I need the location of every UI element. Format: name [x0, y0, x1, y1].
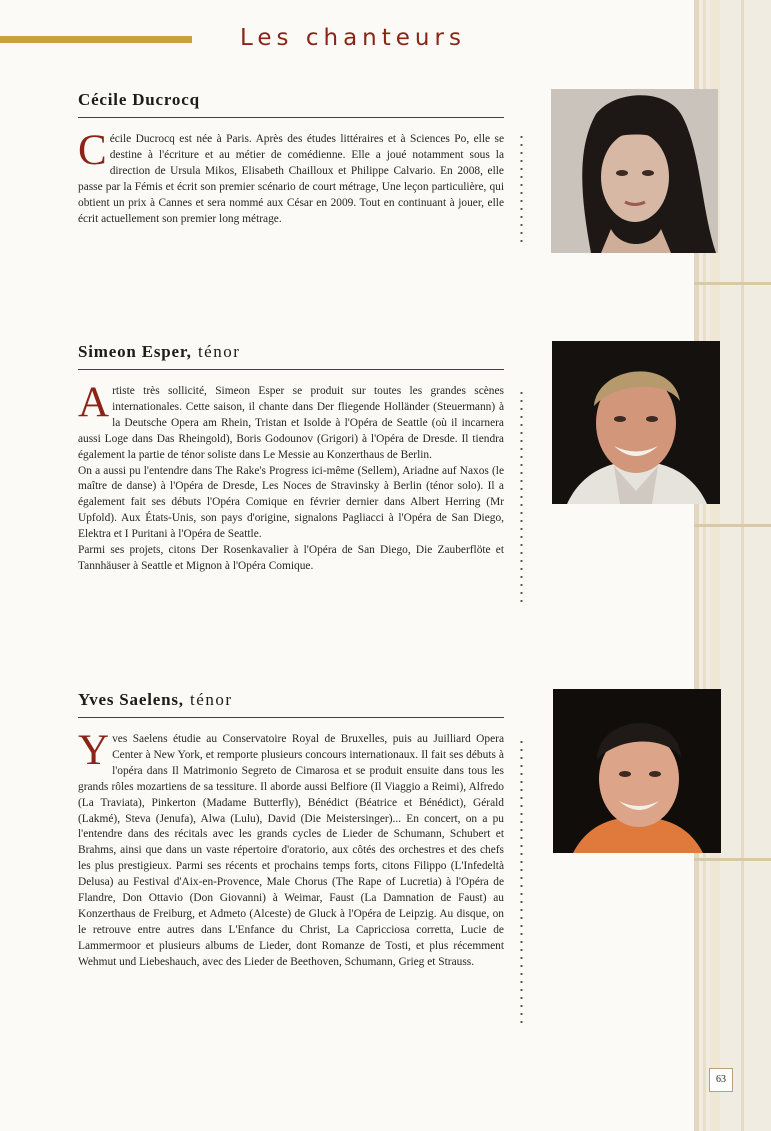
dotted-separator	[520, 133, 523, 248]
heading-rule	[78, 117, 504, 118]
singer-name	[78, 689, 504, 711]
bio-paragraph: rtiste très sollicité, Simeon Esper se produit sur toutes les grandes scènes internationales. Cette saison, il chante dans Der fliegende Holländer (Steuermann) à la Deutsche Opera am Rhein, Tristan et Isolde à l'Opéra de Seattle (où il incarnera aussi Loge dans Das Rheingold), Boris Godounov (Grigori) à l'Opéra de Dresde. Il tiendra également la partie de ténor soliste dans Le Messie au Konzerthaus de Berlin.	[78, 385, 504, 461]
heading-rule	[78, 369, 504, 370]
page-number: 63	[709, 1068, 733, 1092]
singer-name-text: Cécile Ducrocq	[78, 90, 200, 109]
portrait-photo-saelens	[553, 689, 721, 853]
dotted-separator	[520, 738, 523, 1023]
bio-paragraph: On a aussi pu l'entendre dans The Rake's Progress ici-même (Sellem), Ariadne auf Naxos (le maître de danse) à l'Opéra de Dresde, Les Noces de Stravinsky à Berlin (ténor solo). Il a également fait ses débuts l'Opéra Comique en février dernier dans Albert Herring (Mr Upfold). Aux États-Unis, son pays d'origine, signalons Pagliacci à l'Opéra de San Diego, Elektra et I Puritani à l'Opéra de Seattle.	[78, 464, 504, 541]
singer-section-ducrocq	[78, 89, 504, 227]
dropcap: C	[78, 127, 107, 174]
bio-paragraph: écile Ducrocq est née à Paris. Après des études littéraires et à Sciences Po, elle se destine à l'écriture et au métier de comédienne. Elle a joué notamment sous la direction de Ursula Mikos, Elisabeth Chailloux et Philippe Calvario. En 2008, elle passe par la Fémis et écrit son premier scénario de court métrage, Une leçon particulière, qui obtient un prix à Cannes et sera nommé aux César en 2009. Tout en continuant à jouer, elle écrit actuellement son premier long métrage.	[78, 133, 504, 225]
singer-voice: ténor	[197, 342, 241, 361]
singer-voice: ténor	[190, 690, 233, 709]
singer-name	[78, 341, 504, 363]
edge-rule	[694, 282, 771, 285]
singer-name	[78, 89, 504, 111]
singer-section-esper	[78, 341, 504, 575]
portrait-photo-ducrocq	[551, 89, 718, 253]
title-accent-bar	[0, 36, 192, 43]
heading-rule	[78, 717, 504, 718]
dotted-separator	[520, 389, 523, 607]
page-title: Les chanteurs	[240, 25, 466, 51]
edge-stripe	[741, 0, 744, 1131]
dropcap: A	[78, 379, 110, 426]
singer-bio	[78, 379, 504, 575]
edge-rule	[694, 858, 771, 861]
singer-name-text: Yves Saelens,	[78, 690, 184, 709]
dropcap: Y	[78, 727, 110, 774]
singer-bio	[78, 127, 504, 227]
bio-paragraph: Parmi ses projets, citons Der Rosenkavalier à l'Opéra de San Diego, Die Zauberflöte et Tannhäuser à Seattle et Mignon à l'Opéra Comique.	[78, 544, 504, 572]
edge-rule	[694, 524, 771, 527]
bio-paragraph: ves Saelens étudie au Conservatoire Royal de Bruxelles, puis au Juilliard Opera Center à New York, et remporte plusieurs concours internationaux. Il fait ses débuts à l'opéra dans Il Matrimonio Segreto de Cimarosa et se produit ensuite dans tous les grands rôles mozartiens de sa tessiture. Il aborde aussi Belfiore (Il Viaggio a Reimi), Alfredo (La Traviata), Pinkerton (Madame Butterfly), Bénédict (Béatrice et Bénédict), Gérald (Lakmé), Steva (Jenufa), Alwa (Lulu), David (Die Meistersinger)... En concert, on a pu l'entendre dans des récitals avec les grands cycles de Lieder de Schumann, Schubert et Brahms, ainsi que dans un vaste répertoire d'oratorio, aux côtés des orchestres et des chefs les plus prestigieux. Parmi ses récents et prochains temps forts, citons Filippo (L'Infedeltà Delusa) au Festival d'Aix-en-Provence, Male Chorus (The Rape of Lucretia) à l'Opéra de Flandre, Don Ottavio (Don Giovanni) à Weimar, Faust (La Damnation de Faust) au Konzerthaus de Freiburg, et Admeto (Alceste) de Gluck à l'Opéra de Leipzig. Au disque, on le retrouve entre autres dans L'Enfance du Christ, La Capricciosa corretta, Lucie de Lammermoor et plusieurs albums de Lieder, dont Romanze de Tosti, et plus récemment Wehmut und Liebeshauch, avec des Lieder de Beethoven, Schumann, Grieg et Strauss.	[78, 733, 504, 968]
singer-section-saelens	[78, 689, 504, 971]
singer-name-text: Simeon Esper,	[78, 342, 192, 361]
portrait-photo-esper	[552, 341, 720, 504]
singer-bio	[78, 727, 504, 971]
